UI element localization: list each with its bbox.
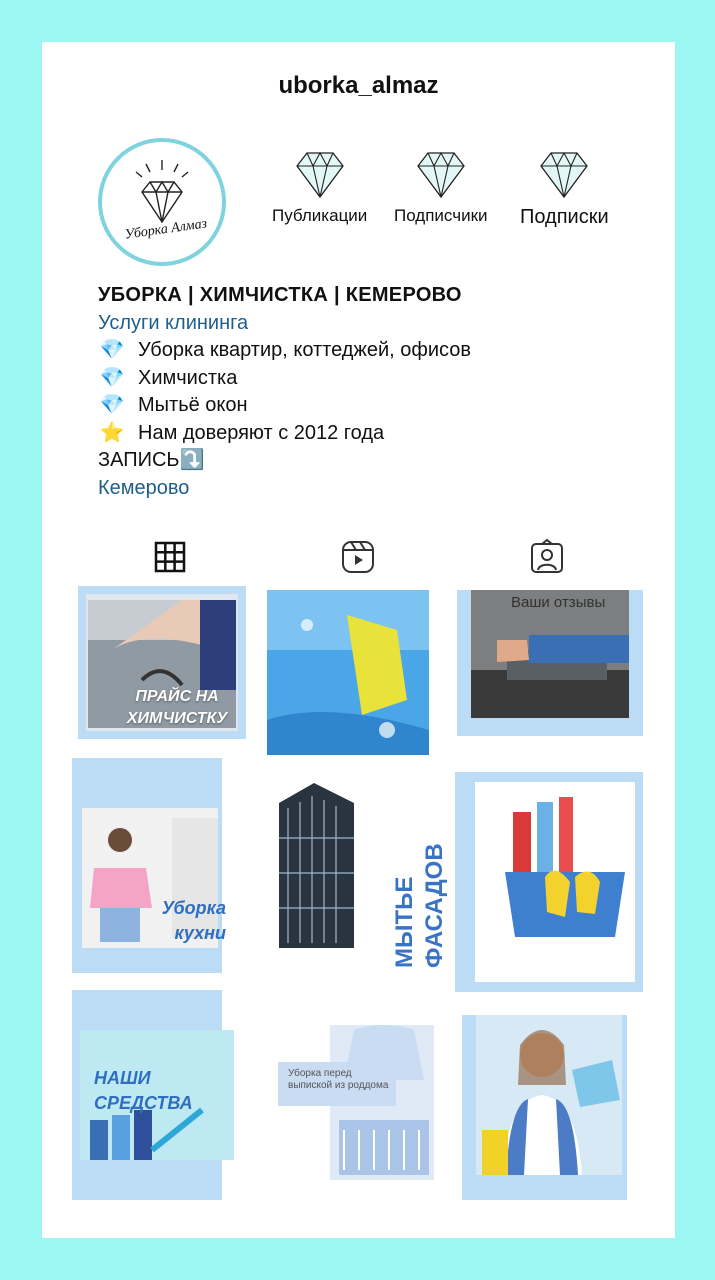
- avatar-logo-text: Уборка Алмаз: [123, 216, 208, 243]
- post-image: [267, 590, 429, 755]
- post-caption: НАШИ СРЕДСТВА: [94, 1068, 193, 1113]
- reels-icon: [341, 540, 375, 574]
- post-image: [455, 772, 643, 992]
- bio-category[interactable]: Услуги клининга: [98, 311, 249, 334]
- post-tile[interactable]: [82, 590, 242, 735]
- diamond-emoji-icon: 💎: [99, 339, 125, 361]
- post-tile[interactable]: [457, 590, 643, 736]
- stat-publications[interactable]: [272, 150, 367, 226]
- post-tile[interactable]: [274, 1020, 434, 1185]
- post-tile[interactable]: [72, 758, 226, 973]
- tab-reels[interactable]: [338, 537, 378, 577]
- post-tile[interactable]: [267, 590, 429, 755]
- profile-card: [42, 42, 675, 1238]
- tagged-icon: [530, 540, 564, 574]
- diamond-emoji-icon: 💎: [99, 394, 125, 416]
- post-caption: Уборка кухни: [161, 898, 226, 943]
- grid-icon: [154, 541, 186, 573]
- stat-label: Публикации: [272, 206, 368, 225]
- stat-following[interactable]: [520, 150, 609, 229]
- post-image: [274, 1020, 434, 1185]
- post-caption: Уборка перед выпиской из роддома: [288, 1068, 389, 1091]
- bio-line-text: Химчистка: [138, 366, 238, 389]
- bio-line: [98, 365, 658, 393]
- post-caption: МЫТЬЕ ФАСАДОВ: [391, 843, 448, 968]
- post-tile[interactable]: [72, 990, 222, 1200]
- bio-title: УБОРКА | ХИМЧИСТКА | КЕМЕРОВО: [98, 284, 462, 306]
- bio-location[interactable]: Кемерово: [98, 476, 190, 499]
- bio-cta: ЗАПИСЬ⤵️: [98, 449, 205, 471]
- bio: [98, 282, 658, 502]
- stat-followers[interactable]: [394, 150, 488, 226]
- bio-line: [98, 392, 658, 420]
- post-caption: ПРАЙС НА ХИМЧИСТКУ: [126, 688, 228, 727]
- diamond-icon: [293, 150, 347, 200]
- stat-label: Подписки: [520, 206, 609, 228]
- posts-grid: [42, 590, 675, 1230]
- post-image: [457, 590, 643, 736]
- avatar[interactable]: [98, 138, 226, 266]
- bio-line-text: Мытьё окон: [138, 394, 248, 416]
- post-tile[interactable]: [462, 1015, 627, 1200]
- stat-label: Подписчики: [394, 206, 488, 225]
- tab-grid[interactable]: [150, 537, 190, 577]
- bio-line-text: Нам доверяют с 2012 года: [138, 421, 385, 444]
- bio-line-text: Уборка квартир, коттеджей, офисов: [138, 339, 471, 361]
- profile-tabs: [42, 537, 675, 582]
- profile-username: uborka_almaz: [278, 72, 439, 99]
- post-caption: Ваши отзывы: [511, 594, 606, 611]
- tab-tagged[interactable]: [527, 537, 567, 577]
- diamond-icon: [537, 150, 591, 200]
- star-emoji-icon: ⭐: [99, 421, 125, 444]
- post-tile[interactable]: [274, 778, 448, 968]
- bio-line: [98, 337, 658, 365]
- diamond-emoji-icon: 💎: [99, 366, 125, 389]
- diamond-icon: [414, 150, 468, 200]
- bio-line: [98, 420, 658, 448]
- post-tile[interactable]: [455, 772, 643, 992]
- post-image: [462, 1015, 627, 1200]
